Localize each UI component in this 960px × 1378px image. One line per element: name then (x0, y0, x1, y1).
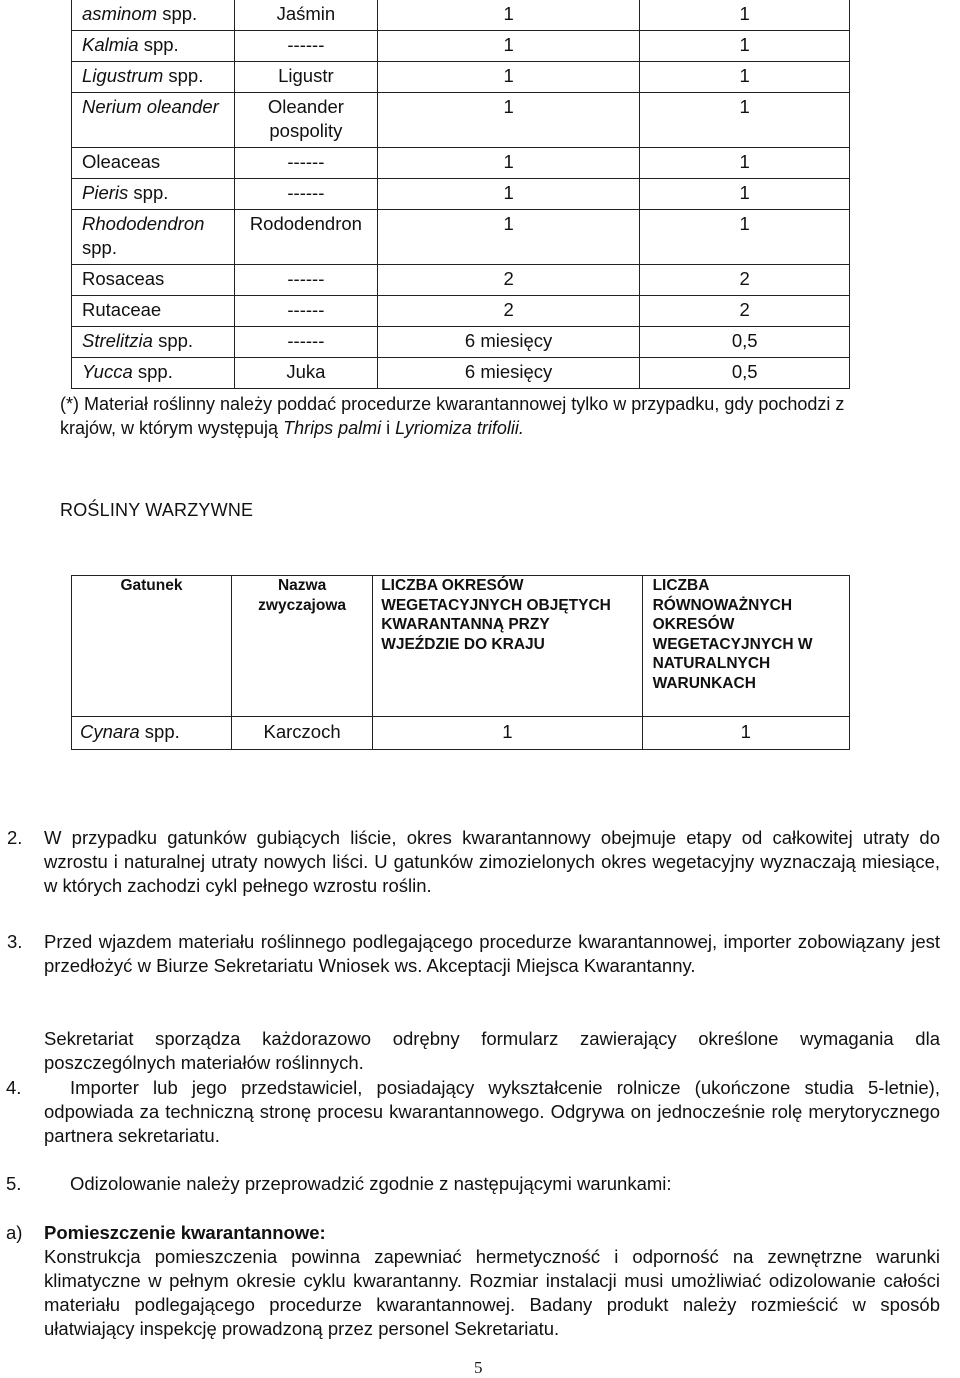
cell-natural: 1 (640, 210, 850, 265)
cell-natural: 1 (640, 148, 850, 179)
header-quarantine-periods: LICZBA OKRESÓW WEGETACYJNYCH OBJĘTYCH KWARANTANNĄ PRZY WJEŹDZIE DO KRAJU (373, 576, 642, 717)
table-row (72, 0, 850, 31)
table-row (72, 296, 850, 327)
cell-quarantine: 6 miesięcy (377, 327, 640, 358)
cell-genus: Rutaceae (72, 296, 235, 327)
table-row (72, 358, 850, 389)
item-a-heading: Pomieszczenie kwarantannowe: (44, 1222, 326, 1243)
cell-common-name: ------ (234, 31, 377, 62)
cell-quarantine: 1 (373, 717, 642, 750)
cell-genus: Cynara spp. (72, 717, 232, 750)
cell-genus: Yucca spp. (72, 358, 235, 389)
table-row (72, 717, 850, 750)
cell-common-name: Rododendron (234, 210, 377, 265)
footnote-species-2: Lyriomiza trifolii. (395, 418, 524, 438)
cell-natural: 2 (640, 265, 850, 296)
footnote-species-1: Thrips palmi (283, 418, 382, 438)
cell-common-name: ------ (234, 148, 377, 179)
cell-genus: Kalmia spp. (72, 31, 235, 62)
cell-natural: 1 (640, 179, 850, 210)
page-number: 5 (474, 1358, 483, 1377)
footnote: (*) Materiał roślinny należy poddać procedurze kwarantannowej tylko w przypadku, gdy pochodzi z krajów, w którym występują Thrips palmi i Lyriomiza trifolii. (60, 394, 845, 438)
cell-common-name: Jaśmin (234, 0, 377, 31)
cell-genus: Pieris spp. (72, 179, 235, 210)
cell-natural: 1 (640, 93, 850, 148)
paragraph-3: 3. Przed wjazdem materiału roślinnego podlegającego procedurze kwarantannowej, importer zobowiązany jest przedłożyć w Biurze Sekretariatu Wniosek ws. Akceptacji Miejsca Kwarantanny. (7, 931, 940, 976)
cell-natural: 1 (640, 0, 850, 31)
cell-quarantine: 1 (377, 210, 640, 265)
cell-natural: 0,5 (640, 327, 850, 358)
cell-quarantine: 1 (377, 62, 640, 93)
cell-common-name: ------ (234, 296, 377, 327)
table-row (72, 93, 850, 148)
paragraph-3b: Sekretariat sporządza każdorazowo odrębny formularz zawierający określone wymagania dla poszczególnych materiałów roślinnych. (44, 1028, 940, 1073)
cell-genus: Nerium oleander (72, 93, 235, 148)
table-row (72, 210, 850, 265)
cell-quarantine: 1 (377, 0, 640, 31)
cell-quarantine: 2 (377, 265, 640, 296)
vegetable-quarantine-table (71, 575, 850, 750)
cell-genus: Strelitzia spp. (72, 327, 235, 358)
cell-natural: 1 (640, 62, 850, 93)
table-row (72, 62, 850, 93)
cell-quarantine: 1 (377, 179, 640, 210)
table-row (72, 148, 850, 179)
cell-natural: 2 (640, 296, 850, 327)
cell-genus: Ligustrum spp. (72, 62, 235, 93)
cell-natural: 1 (640, 31, 850, 62)
paragraph-2: 2. W przypadku gatunków gubiących liście, okres kwarantannowy obejmuje etapy od całkowitej utraty do wzrostu i naturalnej utraty nowych liści. U gatunków zimozielonych okres wegetacyjny wyznaczają miesiące, w których zachodzi cykl pełnego wzrostu roślin. (7, 827, 940, 896)
header-genus: Gatunek (72, 576, 232, 717)
paragraph-4: 4. Importer lub jego przedstawiciel, posiadający wykształcenie rolnicze (ukończone studia 5-letnie), odpowiada za techniczną stronę procesu kwarantannowego. Odgrywa on jednocześnie rolę merytorycznego partnera sekretariatu. (6, 1077, 940, 1146)
header-natural-periods: LICZBA RÓWNOWAŻNYCH OKRESÓW WEGETACYJNYCH W NATURALNYCH WARUNKACH (642, 576, 849, 717)
table-row (72, 265, 850, 296)
cell-common-name: Ligustr (234, 62, 377, 93)
cell-common-name: ------ (234, 327, 377, 358)
cell-quarantine: 6 miesięcy (377, 358, 640, 389)
header-common-name: Nazwa zwyczajowa (231, 576, 372, 717)
table-row (72, 327, 850, 358)
cell-natural: 0,5 (640, 358, 850, 389)
cell-common-name: Juka (234, 358, 377, 389)
table-row (72, 179, 850, 210)
paragraph-5: 5. Odizolowanie należy przeprowadzić zgodnie z następującymi warunkami: (6, 1173, 672, 1194)
item-a-text: Konstrukcja pomieszczenia powinna zapewniać hermetyczność i odporność na zewnętrzne warunki klimatyczne w pełnym okresie cyklu kwarantanny. Rozmiar instalacji musi umożliwiać odizolowanie całości materiału podlegającego procedurze kwarantannowej. Badany produkt należy rozmieścić w sposób ułatwiający inspekcję prowadzoną przez personel Sekretariatu. (44, 1246, 940, 1339)
cell-genus: asminom spp. (72, 0, 235, 31)
section-title: ROŚLINY WARZYWNE (60, 500, 254, 520)
cell-natural: 1 (642, 717, 849, 750)
cell-common-name: Karczoch (231, 717, 372, 750)
cell-common-name: ------ (234, 265, 377, 296)
cell-quarantine: 1 (377, 148, 640, 179)
cell-quarantine: 1 (377, 31, 640, 62)
cell-genus: Rhododendron spp. (72, 210, 235, 265)
cell-genus: Oleaceas (72, 148, 235, 179)
cell-quarantine: 2 (377, 296, 640, 327)
item-a-label: a) (6, 1222, 23, 1243)
cell-quarantine: 1 (377, 93, 640, 148)
cell-common-name: ------ (234, 179, 377, 210)
cell-genus: Rosaceas (72, 265, 235, 296)
table-header-row (72, 576, 850, 717)
cell-common-name: Oleander pospolity (234, 93, 377, 148)
footnote-text: (*) Materiał roślinny należy poddać procedurze kwarantannowej tylko w przypadku, gdy pochodzi z krajów, w którym występują (60, 394, 845, 438)
plant-quarantine-table (71, 0, 850, 389)
table-row (72, 31, 850, 62)
